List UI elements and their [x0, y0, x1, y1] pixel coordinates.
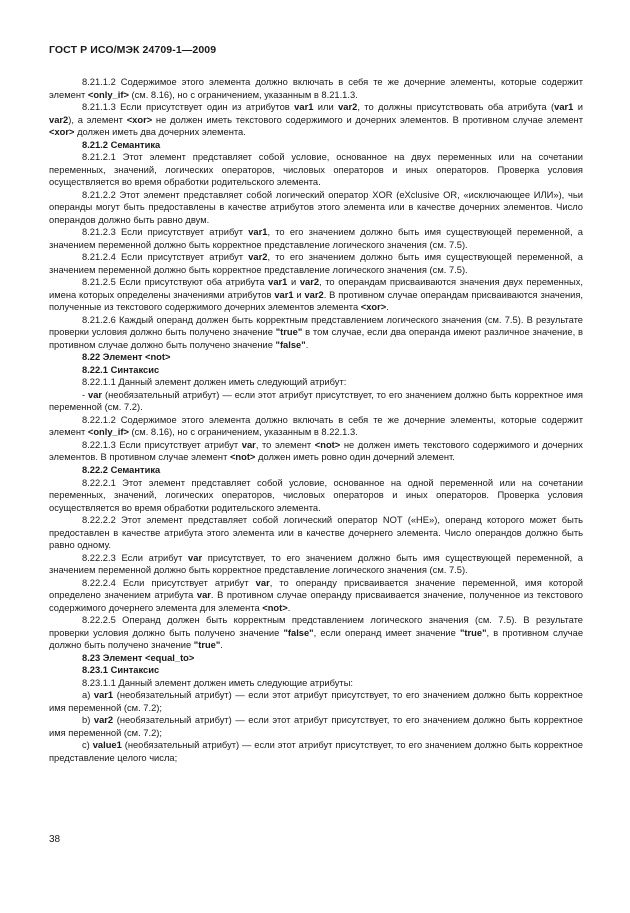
- section-heading: 8.22 Элемент <not>: [82, 352, 171, 363]
- paragraph: b) var2 (необязательный атрибут) — если этот атрибут присутствует, то его значением должно быть корректное имя переменной (см. 7.2);: [49, 715, 584, 738]
- paragraph: 8.23.1.1 Данный элемент должен иметь следующие атрибуты:: [82, 677, 354, 688]
- paragraph: 8.22.2.3 Если атрибут var присутствует, то его значением должно быть имя существующей переменной, а значением переменной должно быть корректное представление логического значения (см. 7.5).: [49, 552, 583, 576]
- paragraph: 8.22.1.1 Данный элемент должен иметь следующий атрибут:: [82, 377, 347, 388]
- section-heading: 8.23.1 Синтаксис: [82, 665, 160, 676]
- paragraph: 8.21.2.5 Если присутствуют оба атрибута var1 и var2, то операндам присваиваются значения двух переменных, имена которых определены значениями атрибутов var1 и var2. В противном случае операндам присваиваются значения, полученные из текстового содержимого дочерних элементов элемента <xor>.: [49, 277, 583, 313]
- paragraph: 8.22.2.5 Операнд должен быть корректным представлением логического значения (см. 7.5). В результате проверки условия должно быть получено значение "false", если операнд имеет значение "true", в противном случае должно быть получено значение "true".: [49, 615, 584, 651]
- paragraph: - var (необязательный атрибут) — если этот атрибут присутствует, то его значением должно быть корректное имя переменной (см. 7.2).: [49, 389, 583, 413]
- document-header: ГОСТ Р ИСО/МЭК 24709-1—2009: [49, 44, 217, 56]
- section-heading: 8.22.1 Синтаксис: [82, 364, 160, 375]
- paragraph: 8.22.1.2 Содержимое этого элемента должно включать в себя те же дочерние элементы, которые содержит элемент <only_if> (см. 8.16), но с ограничением, указанным в 8.22.1.3.: [49, 414, 583, 438]
- paragraph: 8.21.2.6 Каждый операнд должен быть корректным представлением логического значения (см. 7.5). В результате проверки условия должно быть получено значение "true" в том случае, если два операнда имеют различное значение, в противном случае должно быть получено значение "false".: [49, 314, 583, 350]
- paragraph: 8.21.1.2 Содержимое этого элемента должно включать в себя те же дочерние элементы, которые содержит элемент <only_if> (см. 8.16), но с ограничением, указанным в 8.21.1.3.: [49, 77, 583, 100]
- paragraph: 8.21.2.4 Если присутствует атрибут var2, то его значением должно быть имя существующей переменной, а значением переменной должно быть корректное представление логического значения (см. 7.5).: [49, 252, 583, 275]
- paragraph: 8.22.1.3 Если присутствует атрибут var, то элемент <not> не должен иметь текстового содержимого и дочерних элементов. В противном случае элемент <not> должен иметь ровно один дочерний элемент.: [49, 439, 583, 463]
- paragraph: 8.22.2.1 Этот элемент представляет собой условие, основанное на одной переменной или на сочетании переменных, значений, логических операторов, числовых операторов и иных операторов. Проверка условия осуществляется во время обработки родительского элемента.: [49, 477, 583, 513]
- paragraph: 8.22.2.2 Этот элемент представляет собой логический оператор NOT («НЕ»), операнд которого может быть предоставлен в качестве атрибута этого элемента или в качестве дочернего элемента. Число операндов должно быть равно одному.: [49, 515, 583, 551]
- section-heading: 8.21.2 Семантика: [82, 139, 161, 150]
- page-number: 38: [49, 834, 61, 845]
- paragraph: c) value1 (необязательный атрибут) — если этот атрибут присутствует, то его значением должно быть корректное представление целого числа;: [49, 740, 583, 763]
- paragraph: 8.21.2.1 Этот элемент представляет собой условие, основанное на двух переменных или на сочетании переменных, значений, логических операторов, числовых операторов и иных операторов. Проверка условия осуществляется во время обработки родительского элемента.: [49, 152, 583, 188]
- paragraph: 8.22.2.4 Если присутствует атрибут var, то операнду присваивается значение переменной, имя которой определено значением атрибута var. В противном случае операнду присваивается значение, полученное из текстового содержимого дочернего элемента для элемента <not>.: [49, 577, 583, 613]
- paragraph: 8.21.2.2 Этот элемент представляет собой логический оператор XOR (eXclusive OR, «исключающее ИЛИ»), чьи операнды могут быть предоставлены в качестве атрибутов этого элемента или в качестве дочерних элементов. Число операндов должно быть равно двум.: [49, 189, 583, 225]
- document-body: [49, 76, 583, 764]
- paragraph: 8.21.1.3 Если присутствует один из атрибутов var1 или var2, то должны присутствовать оба атрибута (var1 и var2), а элемент <xor> не должен иметь текстового содержимого и дочерних элементов. В противном случае элемент <xor> должен иметь два дочерних элемента.: [49, 102, 583, 138]
- section-heading: 8.22.2 Семантика: [82, 464, 161, 475]
- paragraph: a) var1 (необязательный атрибут) — если этот атрибут присутствует, то его значением должно быть корректное имя переменной (см. 7.2);: [49, 690, 584, 713]
- paragraph: 8.21.2.3 Если присутствует атрибут var1, то его значением должно быть имя существующей переменной, а значением переменной должно быть корректное представление логического значения (см. 7.5).: [49, 227, 583, 250]
- section-heading: 8.23 Элемент <equal_to>: [82, 652, 195, 663]
